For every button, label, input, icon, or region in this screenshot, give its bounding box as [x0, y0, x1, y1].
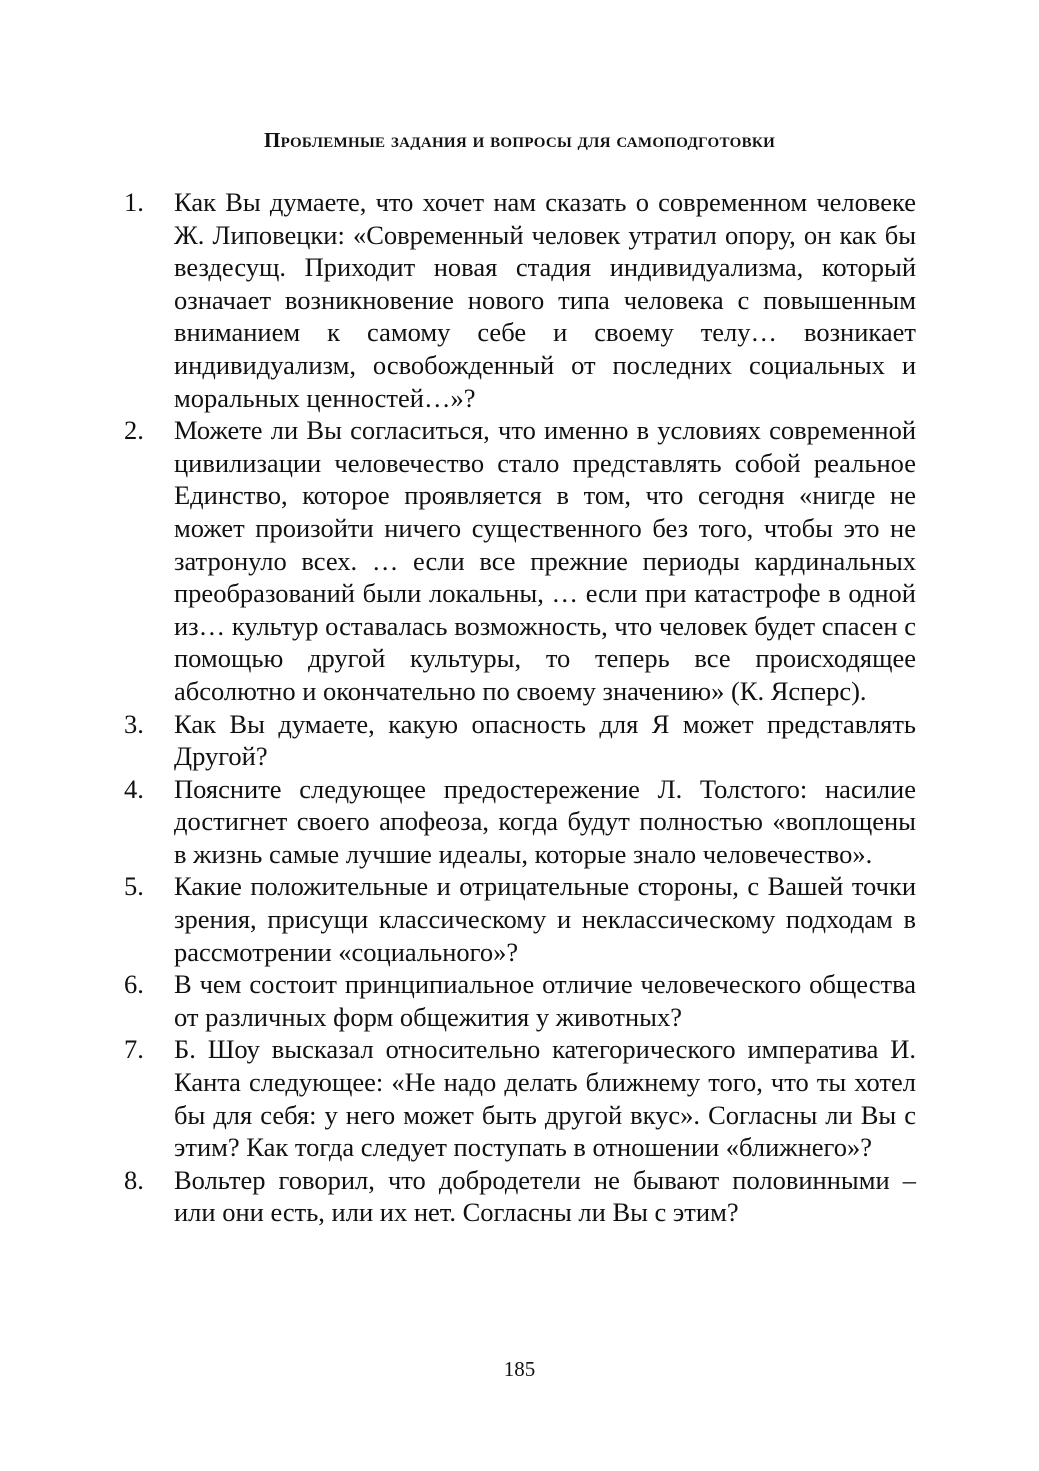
question-number: 6.	[124, 969, 144, 1000]
question-item	[124, 186, 916, 414]
question-number: 3.	[124, 708, 144, 739]
question-item	[124, 773, 916, 871]
question-text: Как Вы думаете, какую опасность для Я может представлять Другой?	[174, 708, 916, 772]
question-number: 8.	[124, 1164, 144, 1195]
question-text: Поясните следующее предостережение Л. Толстого: насилие достигнет своего апофеоза, когда будут полностью «воплощены в жизнь самые лучшие идеалы, которые знало человечество».	[174, 773, 916, 869]
question-number: 5.	[124, 871, 144, 902]
question-list	[124, 186, 916, 1229]
question-item	[124, 708, 916, 773]
question-item	[124, 968, 916, 1033]
question-number: 1.	[124, 187, 144, 217]
question-item	[124, 1033, 916, 1163]
question-text: Можете ли Вы согласиться, что именно в условиях современной цивилизации человечество стало представлять собой реальное Единство, которое проявляется в том, что сегодня «нигде не может произойти ничего существенного без того, чтобы это не затронуло всех. … если все прежние периоды кардинальных преобразований были локальны, … если при катастрофе в одной из… культур оставалась возможность, что человек будет спасен с помощью другой культуры, то теперь все происходящее абсолютно и окончательно по своему значению» (К. Ясперс).	[174, 415, 916, 706]
question-text: Какие положительные и отрицательные стороны, с Вашей точки зрения, присущи классическому и неклассическому подходам в рассмотрении «социального»?	[174, 871, 916, 967]
question-number: 4.	[124, 773, 144, 804]
question-item	[124, 1164, 916, 1229]
question-number: 7.	[124, 1034, 144, 1065]
page-number: 185	[503, 1357, 536, 1381]
question-text: В чем состоит принципиальное отличие человеческого общества от различных форм общежития у животных?	[174, 969, 916, 1032]
question-item	[124, 414, 916, 707]
question-number: 2.	[124, 415, 144, 446]
question-text: Вольтер говорил, что добродетели не бывают половинными – или они есть, или их нет. Согласны ли Вы с этим?	[174, 1164, 916, 1228]
question-item	[124, 870, 916, 968]
question-text: Б. Шоу высказал относительно категорического императива И. Канта следующее: «Не надо делать ближнему того, что ты хотел бы для себя: у него может быть другой вкус». Согласны ли Вы с этим? Как тогда следует поступать в отношении «ближнего»?	[174, 1034, 916, 1163]
section-heading: Проблемные задания и вопросы для самоподготовки	[263, 128, 776, 152]
question-text: Как Вы думаете, что хочет нам сказать о современном человеке Ж. Липовецки: «Современный человек утратил опору, он как бы вездесущ. Приходит новая стадия индивидуализма, который означает возникновение нового типа человека с повышенным вниманием к самому себе и своему телу… возникает индивидуализм, освобожденный от последних социальных и моральных ценностей…»?	[174, 187, 916, 413]
